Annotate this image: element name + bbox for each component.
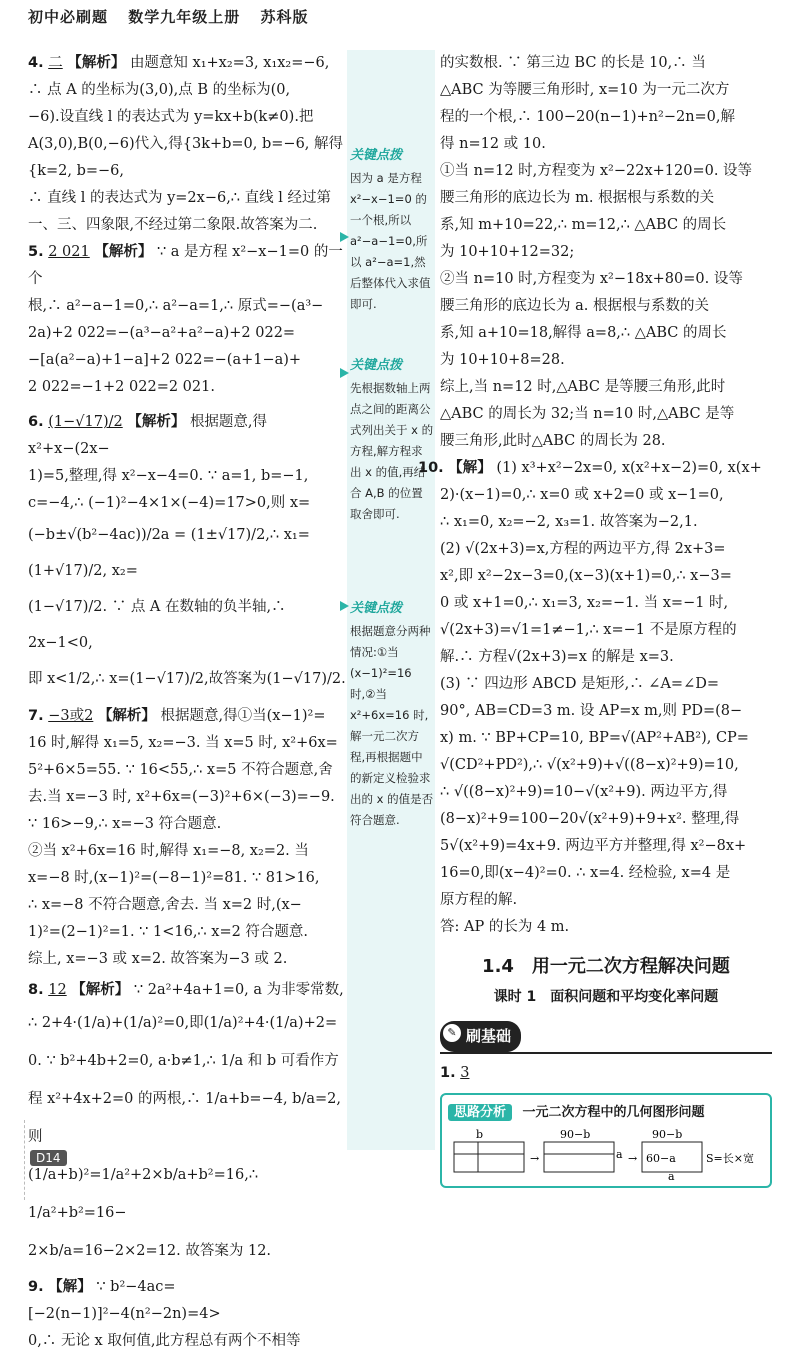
note-title: 关键点拨 xyxy=(350,601,403,616)
answer: 2 021 xyxy=(48,244,90,260)
line: √(CD²+PD²),∴ √(x²+9)+√((8−x)²+9)=10, xyxy=(440,757,739,773)
analysis-tag: 【解析】 xyxy=(127,414,186,430)
question-9-continued xyxy=(440,50,772,455)
line: 1)=5,整理,得 x²−x−4=0. ∵ a=1, b=−1, xyxy=(28,468,309,484)
analysis-tag: 【解析】 xyxy=(71,982,130,998)
label-60-a: 60−a xyxy=(646,1152,676,1165)
line: ∴ x₁=0, x₂=−2, x₃=1. 故答案为−2,1. xyxy=(440,514,698,530)
line: 2)·(x−1)=0,∴ x=0 或 x+2=0 或 x−1=0, xyxy=(440,487,724,503)
line: 2×b/a=16−2×2=12. 故答案为 12. xyxy=(28,1243,272,1259)
question-5 xyxy=(28,239,346,401)
q-num: 7. xyxy=(28,708,44,724)
thinking-box xyxy=(440,1093,772,1188)
label-90-b-2: 90−b xyxy=(652,1128,683,1141)
question-8 xyxy=(28,977,346,1270)
line: 腰三角形的底边长为 a. 根据根与系数的关 xyxy=(440,298,709,314)
page-number: D14 xyxy=(30,1150,67,1166)
analysis-tag: 【解析】 xyxy=(94,244,153,260)
line: (8−x)²+9=100−20√(x²+9)+9+x². 整理,得 xyxy=(440,811,740,827)
q-num: 5. xyxy=(28,244,44,260)
right-column xyxy=(418,50,772,1188)
line: 综上,当 n=12 时,△ABC 是等腰三角形,此时 xyxy=(440,379,726,395)
line: 16 时,解得 x₁=5, x₂=−3. 当 x=5 时, x²+6x= xyxy=(28,735,338,751)
arrow-icon: → xyxy=(530,1152,540,1165)
left-column xyxy=(28,50,346,1355)
line: 腰三角形的底边长为 m. 根据根与系数的关 xyxy=(440,190,715,206)
line: 2 022=−1+2 022=2 021. xyxy=(28,379,215,395)
answer: 12 xyxy=(48,982,67,998)
question-6 xyxy=(28,409,346,697)
line: △ABC 的周长为 32;当 n=10 时,△ABC 是等 xyxy=(440,406,735,422)
line: ∴ 2+4·(1/a)+(1/a)²=0,即(1/a)²+4·(1/a)+2= xyxy=(28,1015,338,1031)
line: 1)²=(2−1)²=1. ∵ 1<16,∴ x=2 符合题意. xyxy=(28,924,309,940)
line: A(3,0),B(0,−6)代入,得{3k+b=0, b=−6, 解得{k=2, b=−6, xyxy=(28,136,344,179)
book-name: 数学九年级上册 xyxy=(128,8,241,26)
line: x²,即 x²−2x−3=0,(x−3)(x+1)=0,∴ x−3= xyxy=(440,568,732,584)
line: 程 x²+4x+2=0 的两根,∴ 1/a+b=−4, b/a=2,则 xyxy=(28,1091,341,1145)
line: 16=0,即(x−4)²=0. ∴ x=4. 经检验, x=4 是 xyxy=(440,865,731,881)
line: 系,知 a+10=18,解得 a=8,∴ △ABC 的周长 xyxy=(440,325,727,341)
line: 根,∴ a²−a−1=0,∴ a²−a=1,∴ 原式=−(a³− xyxy=(28,298,324,314)
line: 由题意知 x₁+x₂=3, x₁x₂=−6, xyxy=(129,55,330,71)
q-num: 4. xyxy=(28,55,44,71)
line: 解.∴ 方程√(2x+3)=x 的解是 x=3. xyxy=(440,649,674,665)
analysis-tag: 【解析】 xyxy=(97,708,156,724)
note-body: 根据题意分两种情况:①当(x−1)²=16时,②当 x²+6x=16 时,解一元二次方程,再根据题中的新定义检验求出的 x 的值是否符合题意. xyxy=(350,624,434,827)
line: 系,知 m+10=22,∴ m=12,∴ △ABC 的周长 xyxy=(440,217,727,233)
line: 为 10+10+12=32; xyxy=(440,244,575,260)
practice-badge xyxy=(440,1021,521,1052)
series-name: 初中必刷题 xyxy=(28,8,109,26)
line: (2) √(2x+3)=x,方程的两边平方,得 2x+3= xyxy=(440,541,726,557)
line: −[a(a²−a)+1−a]+2 022=−(a+1−a)+ xyxy=(28,352,302,368)
badge-label: 刷基础 xyxy=(466,1027,512,1045)
line: ∵ 16>−9,∴ x=−3 符合题意. xyxy=(28,816,222,832)
q-num: 9. xyxy=(28,1279,44,1295)
thinking-head xyxy=(448,1099,764,1126)
thinking-title: 一元二次方程中的几何图形问题 xyxy=(522,1105,705,1120)
lesson-title: 课时 1 面积问题和平均变化率问题 xyxy=(493,989,719,1005)
key-note-1 xyxy=(350,145,434,315)
thinking-tag: 思路分析 xyxy=(448,1104,512,1121)
note-body: 因为 a 是方程 x²−x−1=0 的一个根,所以 a²−a−1=0,所以 a²−a=1,然后整体代入求值即可. xyxy=(350,171,431,311)
line: −6).设直线 l 的表达式为 y=kx+b(k≠0).把 xyxy=(28,109,314,125)
question-9 xyxy=(28,1274,346,1355)
line: ∵ b²−4ac=[−2(n−1)]²−4(n²−2n)=4> xyxy=(28,1279,221,1322)
note-body: 先根据数轴上两点之间的距离公式列出关于 x 的方程,解方程求出 x 的值,再结合 A,B 的位置取舍即可. xyxy=(350,381,434,521)
q-num: 1. xyxy=(440,1065,456,1081)
line: 原方程的解. xyxy=(440,892,518,908)
line: ∵ 2a²+4a+1=0, a 为非零常数, xyxy=(133,982,344,998)
line: 0. ∵ b²+4b+2=0, a·b≠1,∴ 1/a 和 b 可看作方 xyxy=(28,1053,339,1069)
q-num: 10. xyxy=(418,460,444,476)
line: ∴ x=−8 不符合题意,舍去. 当 x=2 时,(x− xyxy=(28,897,302,913)
line: (1) x³+x²−2x=0, x(x²+x−2)=0, x(x+ xyxy=(496,460,762,476)
line: ∵ a 是方程 x²−x−1=0 的一个 xyxy=(28,244,343,287)
line: 去.当 x=−3 时, x²+6x=(−3)²+6×(−3)=−9. xyxy=(28,789,335,805)
answer: −3或2 xyxy=(48,708,94,724)
line: 5√(x²+9)=4x+9. 两边平方并整理,得 x²−8x+ xyxy=(440,838,747,854)
answer: (1−√17)/2 xyxy=(48,414,123,430)
line: x) m. ∵ BP+CP=10, BP=√(AP²+AB²), CP= xyxy=(440,730,749,746)
line: 综上, x=−3 或 x=2. 故答案为−3 或 2. xyxy=(28,951,288,967)
book-icon: ✎ xyxy=(443,1024,461,1042)
analysis-tag: 【解】 xyxy=(448,460,492,476)
question-7 xyxy=(28,703,346,973)
line: 根据题意,得①当(x−1)²= xyxy=(160,708,326,724)
arrow-icon xyxy=(340,232,349,242)
page-header xyxy=(28,6,323,27)
line: 根据题意,得 x²+x−(2x− xyxy=(28,414,268,457)
line: 程的一个根,∴ 100−20(n−1)+n²−2n=0,解 xyxy=(440,109,736,125)
answer: 3 xyxy=(460,1065,470,1081)
arrow-icon xyxy=(340,368,349,378)
line: ①当 n=12 时,方程变为 x²−22x+120=0. 设等 xyxy=(440,163,753,179)
line: ∴ 点 A 的坐标为(3,0),点 B 的坐标为(0, xyxy=(28,82,291,98)
line: 90°, AB=CD=3 m. 设 AP=x m,则 PD=(8− xyxy=(440,703,743,719)
label-a: a xyxy=(616,1148,623,1161)
area-diagram xyxy=(448,1128,758,1180)
line: 的实数根. ∵ 第三边 BC 的长是 10,∴ 当 xyxy=(440,55,706,71)
line: (3) ∵ 四边形 ABCD 是矩形,∴ ∠A=∠D= xyxy=(440,676,720,692)
line: 即 x<1/2,∴ x=(1−√17)/2,故答案为(1−√17)/2. xyxy=(28,671,346,687)
question-10 xyxy=(418,455,772,941)
line: ∴ 直线 l 的表达式为 y=2x−6,∴ 直线 l 经过第 xyxy=(28,190,331,206)
badge-divider xyxy=(440,1021,772,1054)
line: 腰三角形,此时△ABC 的周长为 28. xyxy=(440,433,666,449)
q-num: 6. xyxy=(28,414,44,430)
line: √(2x+3)=√1=1≠−1,∴ x=−1 不是原方程的 xyxy=(440,622,737,638)
note-title: 关键点拨 xyxy=(350,358,403,373)
question-4 xyxy=(28,50,346,239)
page-corner xyxy=(0,1120,25,1200)
line: 为 10+10+8=28. xyxy=(440,352,565,368)
label-a-2: a xyxy=(668,1170,675,1180)
q-num: 8. xyxy=(28,982,44,998)
line: (−b±√(b²−4ac))/2a = (1±√17)/2,∴ x₁=(1+√17)/2, x₂= xyxy=(28,527,310,579)
section-title: 1.4 用一元二次方程解决问题 xyxy=(482,956,730,977)
edition-name: 苏科版 xyxy=(260,8,309,26)
line: 0 或 x+1=0,∴ x₁=3, x₂=−1. 当 x=−1 时, xyxy=(440,595,729,611)
line: 5²+6×5=55. ∵ 16<55,∴ x=5 不符合题意,舍 xyxy=(28,762,333,778)
line: △ABC 为等腰三角形时, x=10 为一元二次方 xyxy=(440,82,730,98)
analysis-tag: 【解】 xyxy=(48,1279,92,1295)
answer: 二 xyxy=(48,55,63,71)
line: 一、三、四象限,不经过第二象限.故答案为二. xyxy=(28,217,318,233)
line: x=−8 时,(x−1)²=(−8−1)²=81. ∵ 81>16, xyxy=(28,870,320,886)
line: ②当 n=10 时,方程变为 x²−18x+80=0. 设等 xyxy=(440,271,743,287)
line: 0,∴ 无论 x 取何值,此方程总有两个不相等 xyxy=(28,1333,301,1349)
arrow-icon: → xyxy=(628,1152,638,1165)
line: 答: AP 的长为 4 m. xyxy=(440,919,570,935)
line: ∴ √((8−x)²+9)=10−√(x²+9). 两边平方,得 xyxy=(440,784,728,800)
line: c=−4,∴ (−1)²−4×1×(−4)=17>0,则 x= xyxy=(28,495,311,511)
arrow-icon xyxy=(340,601,349,611)
line: (1/a+b)²=1/a²+2×b/a+b²=16,∴ 1/a²+b²=16− xyxy=(28,1167,259,1221)
label-90-b: 90−b xyxy=(560,1128,591,1141)
formula: S=长×宽 xyxy=(706,1152,754,1165)
line: ②当 x²+6x=16 时,解得 x₁=−8, x₂=2. 当 xyxy=(28,843,309,859)
note-title: 关键点拨 xyxy=(350,148,403,163)
line: 得 n=12 或 10. xyxy=(440,136,546,152)
analysis-tag: 【解析】 xyxy=(67,55,126,71)
label-b: b xyxy=(476,1128,484,1141)
line: 2a)+2 022=−(a³−a²+a²−a)+2 022= xyxy=(28,325,296,341)
line: (1−√17)/2. ∵ 点 A 在数轴的负半轴,∴ 2x−1<0, xyxy=(28,599,286,651)
